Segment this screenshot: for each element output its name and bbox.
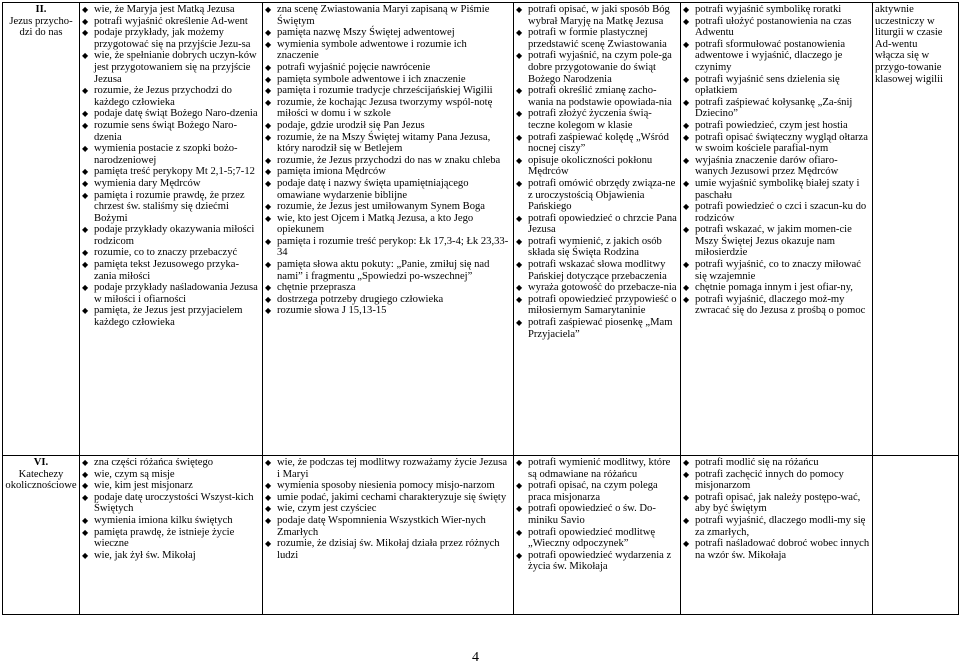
requirement-item: ◆ potrafi wymienić modlitwy, które są odmawiane na różańcu	[516, 457, 678, 480]
requirement-item: ◆ potrafi opisać, na czym polega praca misjonarza	[516, 480, 678, 503]
requirement-item: ◆ wie, kto jest Ojcem i Matką Jezusa, a kto Jego opiekunem	[265, 213, 511, 236]
requirement-item: ◆ pamięta i rozumie prawdę, że przez chrzest św. staliśmy się dziećmi Bożymi	[82, 190, 260, 225]
requirement-item: ◆ potrafi powiedzieć, czym jest hostia	[683, 120, 870, 132]
requirement-item: ◆ pamięta nazwę Mszy Świętej adwentowej	[265, 27, 511, 39]
requirement-item: ◆ potrafi określić zmianę zacho-wania na podstawie opowiada-nia	[516, 85, 678, 108]
requirement-item: ◆ potrafi wyjaśnić, na czym pole-ga dobre przygotowanie do świąt Bożego Narodzenia	[516, 50, 678, 85]
requirement-item: ◆ potrafi wskazać słowa modlitwy Pańskiej dotyczące przebaczenia	[516, 259, 678, 282]
requirements-cell-1	[80, 456, 263, 615]
requirement-item: ◆ potrafi wyjaśnić sens dzielenia się opłatkiem	[683, 74, 870, 97]
requirement-item: ◆ podaje, gdzie urodził się Pan Jezus	[265, 120, 511, 132]
section-numeral: II.	[35, 4, 47, 15]
requirement-item: ◆ podaje przykłady naśladowania Jezusa w miłości i ofiarności	[82, 282, 260, 305]
requirement-item: ◆ potrafi opowiedzieć o chrzcie Pana Jezusa	[516, 213, 678, 236]
requirement-item: ◆ podaje datę Wspomnienia Wszystkich Wier-nych Zmarłych	[265, 515, 511, 538]
requirement-item: ◆ wyjaśnia znaczenie darów ofiaro-wanych Jezusowi przez Mędrców	[683, 155, 870, 178]
requirements-list	[82, 4, 260, 329]
curriculum-table	[2, 2, 959, 615]
requirement-item: ◆ potrafi modlić się na różańcu	[683, 457, 870, 469]
requirement-item: ◆ wie, jak żył św. Mikołaj	[82, 550, 260, 562]
requirements-cell-2	[263, 456, 514, 615]
requirement-item: ◆ potrafi opowiedzieć przypowieść o miłosiernym Samarytaninie	[516, 294, 678, 317]
requirements-list	[265, 457, 511, 561]
page-number: 4	[472, 650, 479, 665]
requirement-item: ◆ podaje datę uroczystości Wszyst-kich Świętych	[82, 492, 260, 515]
requirements-list	[683, 4, 870, 317]
requirement-item: ◆ potrafi zachęcić innych do pomocy misjonarzom	[683, 469, 870, 492]
requirement-item: ◆ rozumie, że dzisiaj św. Mikołaj działa przez różnych ludzi	[265, 538, 511, 561]
requirement-item: ◆ wymienia sposoby niesienia pomocy misjo-narzom	[265, 480, 511, 492]
requirement-item: ◆ rozumie, że kochając Jezusa tworzymy wspól-notę miłości w domu i w szkole	[265, 97, 511, 120]
requirement-item: ◆ podaje datę świąt Bożego Naro-dzenia	[82, 108, 260, 120]
requirements-list	[82, 457, 260, 561]
requirement-item: ◆ potrafi opowiedzieć o św. Do-miniku Savio	[516, 503, 678, 526]
requirement-item: ◆ pamięta, że Jezus jest przyjacielem każdego człowieka	[82, 305, 260, 328]
requirement-item: ◆ wie, czym są misje	[82, 469, 260, 481]
requirements-cell-2	[263, 3, 514, 456]
requirements-cell-3	[514, 3, 681, 456]
requirement-item: ◆ zna scenę Zwiastowania Maryi zapisaną w Piśmie Świętym	[265, 4, 511, 27]
requirement-item: ◆ wymienia dary Mędrców	[82, 178, 260, 190]
requirement-item: ◆ rozumie, że Jezus przychodzi do każdego człowieka	[82, 85, 260, 108]
requirement-item: ◆ wie, że Maryja jest Matką Jezusa	[82, 4, 260, 16]
requirement-item: ◆ potrafi wyjaśnić, dlaczego modli-my się za zmarłych,	[683, 515, 870, 538]
requirement-item: ◆ rozumie sens świąt Bożego Naro-dzenia	[82, 120, 260, 143]
requirements-cell-4	[681, 3, 873, 456]
requirement-item: ◆ wie, że spełnianie dobrych uczyn-ków jest przygotowaniem się na przyjście Jezusa	[82, 50, 260, 85]
requirement-item: ◆ pamięta i rozumie treść perykop: Łk 17,3-4; Łk 23,33-34	[265, 236, 511, 259]
requirement-item: ◆ potrafi zaśpiewać kolędę „Wśród nocnej ciszy”	[516, 132, 678, 155]
requirement-item: ◆ potrafi powiedzieć o czci i szacun-ku do rodziców	[683, 201, 870, 224]
requirement-item: ◆ pamięta prawdę, że istnieje życie wieczne	[82, 527, 260, 550]
requirement-item: ◆ potrafi zaśpiewać piosenkę „Mam Przyjaciela”	[516, 317, 678, 340]
requirement-item: ◆ potrafi omówić obrzędy związa-ne z uroczystością Objawienia Pańskiego	[516, 178, 678, 213]
requirement-item: ◆ potrafi zaśpiewać kołysankę „Za-śnij Dziecino”	[683, 97, 870, 120]
requirement-item: ◆ umie wyjaśnić symbolikę białej szaty i paschału	[683, 178, 870, 201]
requirement-item: ◆ pamięta tekst Jezusowego przyka-zania miłości	[82, 259, 260, 282]
requirement-item: ◆ rozumie, że Jezus przychodzi do nas w znaku chleba	[265, 155, 511, 167]
requirement-item: ◆ podaje przykłady okazywania miłości rodzicom	[82, 224, 260, 247]
requirement-item: ◆ potrafi wyjaśnić, dlaczego moż-my zwracać się do Jezusa z prośbą o pomoc	[683, 294, 870, 317]
requirement-item: ◆ rozumie słowa J 15,13-15	[265, 305, 511, 317]
requirement-item: ◆ wie, że podczas tej modlitwy rozważamy życie Jezusa i Maryi	[265, 457, 511, 480]
requirements-list	[516, 4, 678, 340]
requirement-item: ◆ umie podać, jakimi cechami charakteryzuje się święty	[265, 492, 511, 504]
section-row	[3, 456, 959, 615]
requirement-item: ◆ potrafi naśladować dobroć wobec innych na wzór św. Mikołaja	[683, 538, 870, 561]
requirement-item: ◆ podaje datę i nazwy święta upamiętniającego omawiane wydarzenie biblijne	[265, 178, 511, 201]
requirements-list	[683, 457, 870, 561]
requirement-item: ◆ wyraża gotowość do przebacze-nia	[516, 282, 678, 294]
section-row	[3, 3, 959, 456]
requirement-item: ◆ potrafi opowiedzieć modlitwę „Wieczny odpoczynek”	[516, 527, 678, 550]
requirement-item: ◆ rozumie, co to znaczy przebaczyć	[82, 247, 260, 259]
requirement-item: ◆ potrafi wyjaśnić określenie Ad-went	[82, 16, 260, 28]
requirements-list	[875, 4, 956, 85]
requirements-cell-5	[873, 3, 959, 456]
requirement-item: ◆ pamięta i rozumie tradycje chrześcijańskiej Wigilii	[265, 85, 511, 97]
section-heading-cell	[3, 456, 80, 615]
section-title: Katechezy okolicznościowe	[5, 468, 77, 492]
requirements-cell-5	[873, 456, 959, 615]
requirement-item: ◆ potrafi wyjaśnić, co to znaczy miłować się wzajemnie	[683, 259, 870, 282]
requirement-item: aktywnie uczestniczy w liturgii w czasie Ad-wentu	[875, 4, 943, 50]
requirement-item: ◆ pamięta symbole adwentowe i ich znaczenie	[265, 74, 511, 86]
requirement-item: ◆ wymienia postacie z szopki bożo-narodzeniowej	[82, 143, 260, 166]
requirement-item: ◆ dostrzega potrzeby drugiego człowieka	[265, 294, 511, 306]
requirement-item: ◆ chętnie pomaga innym i jest ofiar-ny,	[683, 282, 870, 294]
requirement-item: ◆ wymienia imiona kilku świętych	[82, 515, 260, 527]
requirement-item: ◆ potrafi opowiedzieć wydarzenia z życia św. Mikołaja	[516, 550, 678, 573]
requirement-item: ◆ zna części różańca świętego	[82, 457, 260, 469]
requirement-item: ◆ potrafi wskazać, w jakim momen-cie Mszy Świętej Jezus okazuje nam miłosierdzie	[683, 224, 870, 259]
requirement-item: ◆ potrafi wymienić, z jakich osób składa się Święta Rodzina	[516, 236, 678, 259]
requirement-item: ◆ wymienia symbole adwentowe i rozumie ich znaczenie	[265, 39, 511, 62]
requirement-item: ◆ potrafi sformułować postanowienia adwentowe i wyjaśnić, dlaczego je czynimy	[683, 39, 870, 74]
requirement-item: ◆ pamięta treść perykopy Mt 2,1-5;7-12	[82, 166, 260, 178]
requirement-item: ◆ opisuje okoliczności pokłonu Mędrców	[516, 155, 678, 178]
requirements-list	[265, 4, 511, 317]
section-numeral: VI.	[33, 457, 49, 468]
requirement-item: ◆ wie, czym jest czyściec	[265, 503, 511, 515]
section-title: Jezus przycho-dzi do nas	[9, 15, 73, 39]
requirement-item: ◆ potrafi opisać, jak należy postępo-wać, aby być świętym	[683, 492, 870, 515]
requirements-cell-3	[514, 456, 681, 615]
requirement-item: ◆ chętnie przeprasza	[265, 282, 511, 294]
requirements-list	[516, 457, 678, 573]
requirement-item: ◆ potrafi w formie plastycznej przedstawić scenę Zwiastowania	[516, 27, 678, 50]
requirement-item: ◆ pamięta imiona Mędrców	[265, 166, 511, 178]
requirement-item: ◆ potrafi złożyć życzenia świą-teczne kolegom w klasie	[516, 108, 678, 131]
section-heading-cell	[3, 3, 80, 456]
requirement-item: ◆ pamięta słowa aktu pokuty: „Panie, zmiłuj się nad nami” i fragmentu „Spowiedzi po-wszechnej”	[265, 259, 511, 282]
requirement-item: włącza się w przygo-towanie klasowej wigilii	[875, 50, 943, 85]
requirement-item: ◆ rozumie, że na Mszy Świętej witamy Pana Jezusa, który narodził się w Betlejem	[265, 132, 511, 155]
requirement-item: ◆ potrafi wyjaśnić pojęcie nawrócenie	[265, 62, 511, 74]
requirements-cell-1	[80, 3, 263, 456]
requirement-item: ◆ podaje przykłady, jak możemy przygotować się na przyjście Jezu-sa	[82, 27, 260, 50]
requirement-item: ◆ wie, kim jest misjonarz	[82, 480, 260, 492]
requirement-item: ◆ potrafi opisać świąteczny wygląd ołtarza w swoim kościele parafial-nym	[683, 132, 870, 155]
requirement-item: ◆ potrafi ułożyć postanowienia na czas Adwentu	[683, 16, 870, 39]
requirement-item: ◆ rozumie, że Jezus jest umiłowanym Synem Boga	[265, 201, 511, 213]
requirements-cell-4	[681, 456, 873, 615]
requirement-item: ◆ potrafi opisać, w jaki sposób Bóg wybrał Maryję na Matkę Jezusa	[516, 4, 678, 27]
requirement-item: ◆ potrafi wyjaśnić symbolikę roratki	[683, 4, 870, 16]
